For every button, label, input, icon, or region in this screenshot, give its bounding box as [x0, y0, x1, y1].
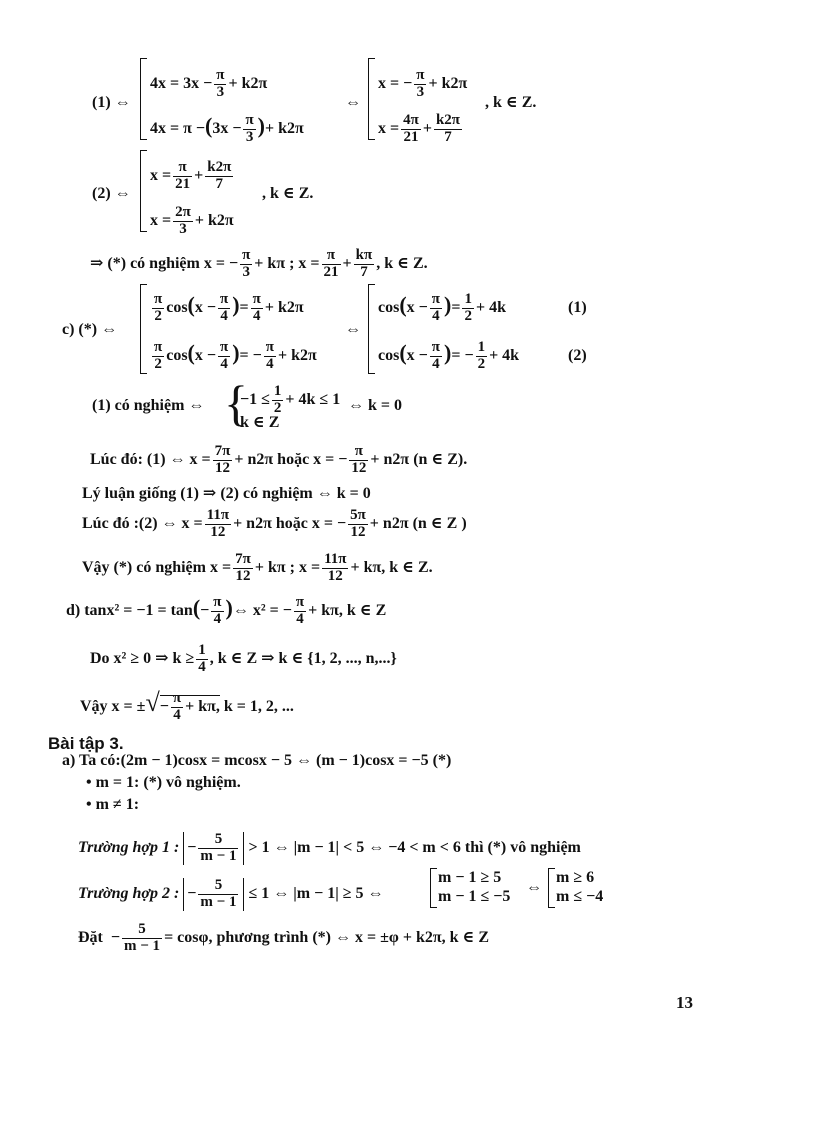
equation-line: cos(x − $\frac{\pi}{4}$ )= − $\frac{1}{2}$ + 4k — [378, 339, 520, 372]
text-line: Đặt − $\frac{5}{m - 1}$ = cosφ, phương trình (*) ⇔ x = ±φ + k2π, k ∈ Z — [78, 921, 490, 954]
equation-line: cos(x − $\frac{\pi}{4}$ )= $\frac{1}{2}$ + 4k — [378, 291, 506, 324]
equivalent-symbol: ⇔ — [345, 321, 361, 338]
exercise-heading: Bài tập 3. — [48, 734, 124, 753]
equation-line: m ≤ −4 — [556, 888, 604, 905]
case-2-line: Trường hợp 2 : − $\frac{5}{m - 1}$ ≤ 1 ⇔ |m − 1| ≥ 5 ⇔ — [78, 877, 384, 910]
equivalent-symbol: ⇔ — [345, 94, 361, 111]
text-line: Vậy (*) có nghiệm x = $\frac{7\pi}{12}$ + kπ ; x = $\frac{11\pi}{12}$ + kπ, k ∈ Z. — [82, 551, 433, 584]
text-line: Vậy x = ±√− $\frac{\pi}{4}$ + kπ, k = 1, 2, ... — [80, 688, 294, 723]
bracket — [430, 868, 437, 908]
equation-line: m − 1 ≤ −5 — [438, 888, 511, 905]
brace: { — [224, 375, 248, 431]
bracket — [368, 284, 375, 374]
bracket — [140, 58, 147, 140]
equation-line: $\frac{\pi}{2}$ cos(x − $\frac{\pi}{4}$ )= − $\frac{\pi}{4}$ + k2π — [154, 339, 317, 372]
bracket — [368, 58, 375, 140]
equivalent-symbol: ⇔ — [526, 879, 542, 896]
equation-line: $\frac{\pi}{2}$ cos(x − $\frac{\pi}{4}$ )= $\frac{\pi}{4}$ + k2π — [154, 291, 304, 324]
equation-line: x = $\frac{4\pi}{21}$ + $\frac{k2\pi}{7}$ — [378, 112, 461, 145]
bracket — [548, 868, 555, 908]
equation-line: x = $\frac{2\pi}{3}$ + k2π — [150, 204, 234, 237]
condition-label: (1) có nghiệm ⇔ — [92, 397, 205, 414]
part-c-label: c) (*) ⇔ — [62, 321, 118, 338]
equation-line: 4x = 3x − $\frac{\pi}{3}$ + k2π — [150, 67, 268, 100]
text-line: Lúc đó: (1) ⇔ x = $\frac{7\pi}{12}$ + n2π hoặc x = − $\frac{\pi}{12}$ + n2π (n ∈ Z). — [90, 443, 468, 476]
part-d-line: d) tanx² = −1 = tan(− $\frac{\pi}{4}$ )⇔ x² = − $\frac{\pi}{4}$ + kπ, k ∈ Z — [66, 594, 387, 627]
page-number: 13 — [676, 993, 693, 1012]
conclusion-line: ⇒ (*) có nghiệm x = − $\frac{\pi}{3}$ + kπ ; x = $\frac{\pi}{21}$ + $\frac{k\pi}{7}$ , k ∈ Z. — [90, 247, 428, 280]
case-1-line: Trường hợp 1 : − $\frac{5}{m - 1}$ > 1 ⇔ |m − 1| < 5 ⇔ −4 < m < 6 thì (*) vô nghiệm — [78, 831, 581, 864]
text-line: a) Ta có:(2m − 1)cosx = mcosx − 5 ⇔ (m − 1)cosx = −5 (*) — [62, 752, 452, 769]
eq2-label: (2) ⇔ — [92, 185, 131, 202]
equation-line: 4x = π −(3x − $\frac{\pi}{3}$ )+ k2π — [150, 112, 304, 145]
equation-line: x = $\frac{\pi}{21}$ + $\frac{k2\pi}{7}$ — [150, 159, 232, 192]
k-in-z: , k ∈ Z. — [485, 94, 537, 111]
k-in-z: , k ∈ Z. — [262, 185, 314, 202]
equation-line: −1 ≤ $\frac{1}{2}$ + 4k ≤ 1 — [240, 383, 341, 416]
equation-line: k ∈ Z — [240, 414, 280, 431]
equation-line: ⇔ k = 0 — [348, 397, 403, 414]
equation-line: m − 1 ≥ 5 — [438, 869, 502, 886]
text-line: Lý luận giống (1) ⇒ (2) có nghiệm ⇔ k = 0 — [82, 485, 371, 502]
equation-line: x = − $\frac{\pi}{3}$ + k2π — [378, 67, 468, 100]
eq-tag: (1) — [568, 299, 587, 316]
text-line: Lúc đó :(2) ⇔ x = $\frac{11\pi}{12}$ + n2π hoặc x = − $\frac{5\pi}{12}$ + n2π (n ∈ Z ) — [82, 507, 467, 540]
list-item: • m ≠ 1: — [86, 796, 140, 813]
equation-line: m ≥ 6 — [556, 869, 595, 886]
bracket — [140, 284, 147, 374]
bracket — [140, 150, 147, 232]
text-line: Do x² ≥ 0 ⇒ k ≥ $\frac{1}{4}$ , k ∈ Z ⇒ k ∈ {1, 2, ..., n,...} — [90, 642, 397, 675]
eq1-label: (1) ⇔ — [92, 94, 131, 111]
eq-tag: (2) — [568, 347, 587, 364]
list-item: • m = 1: (*) vô nghiệm. — [86, 774, 241, 791]
